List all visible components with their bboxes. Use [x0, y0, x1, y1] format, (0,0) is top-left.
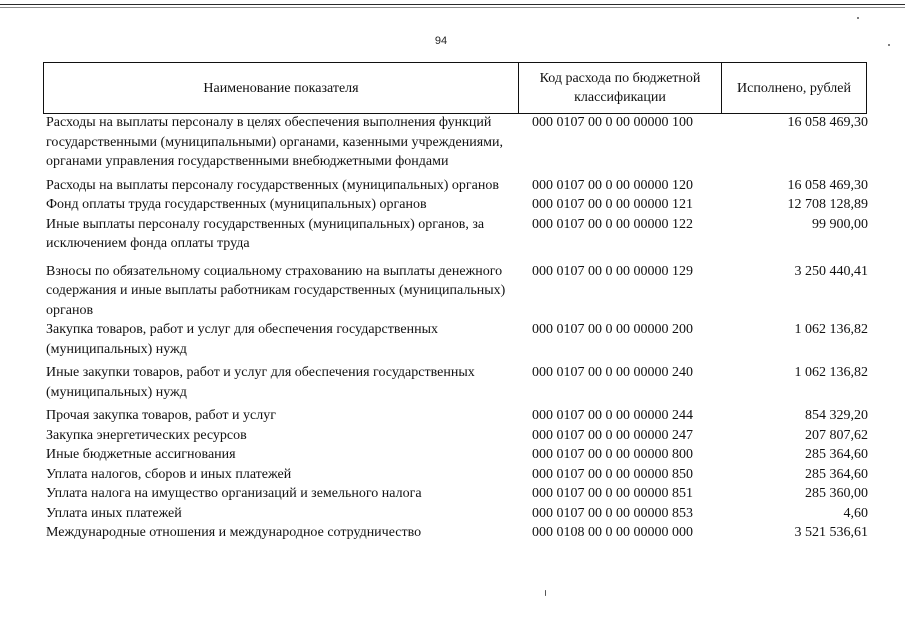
- row-name: Прочая закупка товаров, работ и услуг: [46, 408, 276, 423]
- table-row: [46, 113, 868, 172]
- row-name: Уплата налога на имущество организаций и земельного налога: [46, 486, 422, 501]
- table-row: [46, 445, 868, 465]
- table-row: [46, 363, 868, 402]
- row-executed: 285 360,00: [805, 486, 868, 501]
- row-name: Иные бюджетные ассигнования: [46, 447, 236, 462]
- table-header: [43, 62, 867, 114]
- row-executed: 99 900,00: [812, 216, 868, 232]
- row-executed: 4,60: [843, 505, 868, 521]
- row-executed: 285 364,60: [805, 447, 868, 462]
- row-code: 000 0107 00 0 00 00000 200: [532, 322, 693, 337]
- table-row: [46, 523, 868, 543]
- table-row: [46, 484, 868, 504]
- top-border-line: [0, 4, 905, 5]
- row-executed: 1 062 136,82: [794, 365, 868, 380]
- row-name: Иные закупки товаров, работ и услуг для обеспечения государственных (муниципальных) нужд: [46, 365, 475, 400]
- table-row: [46, 215, 868, 254]
- row-name: Закупка товаров, работ и услуг для обеспечения государственных (муниципальных) нужд: [46, 322, 439, 357]
- top-border-line-secondary: [0, 7, 905, 8]
- table-row: [46, 426, 868, 446]
- row-executed: 854 329,20: [805, 408, 868, 423]
- table-row: [46, 406, 868, 426]
- row-code: 000 0107 00 0 00 00000 129: [532, 263, 693, 279]
- row-executed: 12 708 128,89: [787, 197, 868, 212]
- row-executed: 3 521 536,61: [794, 525, 868, 540]
- row-code: 000 0107 00 0 00 00000 244: [532, 408, 693, 423]
- header-budget-code: Код расхода по бюджетной классификации: [519, 63, 722, 113]
- row-code: 000 0107 00 0 00 00000 240: [532, 365, 693, 380]
- page-number: 94: [434, 35, 448, 47]
- row-name: Расходы на выплаты персоналу государственных (муниципальных) органов: [46, 177, 499, 193]
- table-row: [46, 262, 868, 321]
- scan-speck: [857, 17, 859, 19]
- row-code: 000 0108 00 0 00 00000 000: [532, 525, 693, 540]
- row-code: 000 0107 00 0 00 00000 850: [532, 466, 693, 482]
- row-name: Закупка энергетических ресурсов: [46, 427, 247, 443]
- row-name: Международные отношения и международное сотрудничество: [46, 525, 422, 540]
- table-row: [46, 195, 868, 215]
- row-name: Фонд оплаты труда государственных (муниципальных) органов: [46, 197, 427, 212]
- row-code: 000 0107 00 0 00 00000 120: [532, 177, 693, 193]
- table-row: [46, 176, 868, 196]
- row-code: 000 0107 00 0 00 00000 122: [532, 216, 693, 232]
- row-code: 000 0107 00 0 00 00000 800: [532, 447, 693, 462]
- row-code: 000 0107 00 0 00 00000 121: [532, 197, 693, 212]
- table-row: [46, 320, 868, 359]
- row-name: Уплата иных платежей: [46, 505, 182, 521]
- row-code: 000 0107 00 0 00 00000 853: [532, 505, 693, 521]
- row-code: 000 0107 00 0 00 00000 100: [532, 115, 693, 130]
- row-code: 000 0107 00 0 00 00000 247: [532, 427, 693, 443]
- table-body: [46, 113, 868, 543]
- header-indicator-name: Наименование показателя: [44, 63, 519, 113]
- row-name: Уплата налогов, сборов и иных платежей: [46, 466, 292, 482]
- row-executed: 285 364,60: [805, 466, 868, 482]
- row-executed: 207 807,62: [805, 427, 868, 443]
- row-executed: 3 250 440,41: [794, 263, 868, 279]
- row-code: 000 0107 00 0 00 00000 851: [532, 486, 693, 501]
- table-row: [46, 465, 868, 485]
- table-row: [46, 504, 868, 524]
- header-executed: Исполнено, рублей: [737, 80, 851, 96]
- row-name: Иные выплаты персоналу государственных (муниципальных) органов, за исключением фонда оплаты труда: [46, 216, 485, 251]
- scan-speck: [545, 590, 546, 596]
- row-executed: 16 058 469,30: [787, 177, 868, 193]
- row-name: Расходы на выплаты персоналу в целях обеспечения выполнения функций государственными (муниципальными) органами, казенными учреждениями, органами управления государственными внебюджетными фондами: [46, 115, 503, 169]
- row-executed: 16 058 469,30: [787, 115, 868, 130]
- scan-speck: [888, 44, 890, 46]
- row-executed: 1 062 136,82: [794, 322, 868, 337]
- row-name: Взносы по обязательному социальному страхованию на выплаты денежного содержания и иные выплаты работникам государственных (муниципальных) органов: [46, 263, 506, 318]
